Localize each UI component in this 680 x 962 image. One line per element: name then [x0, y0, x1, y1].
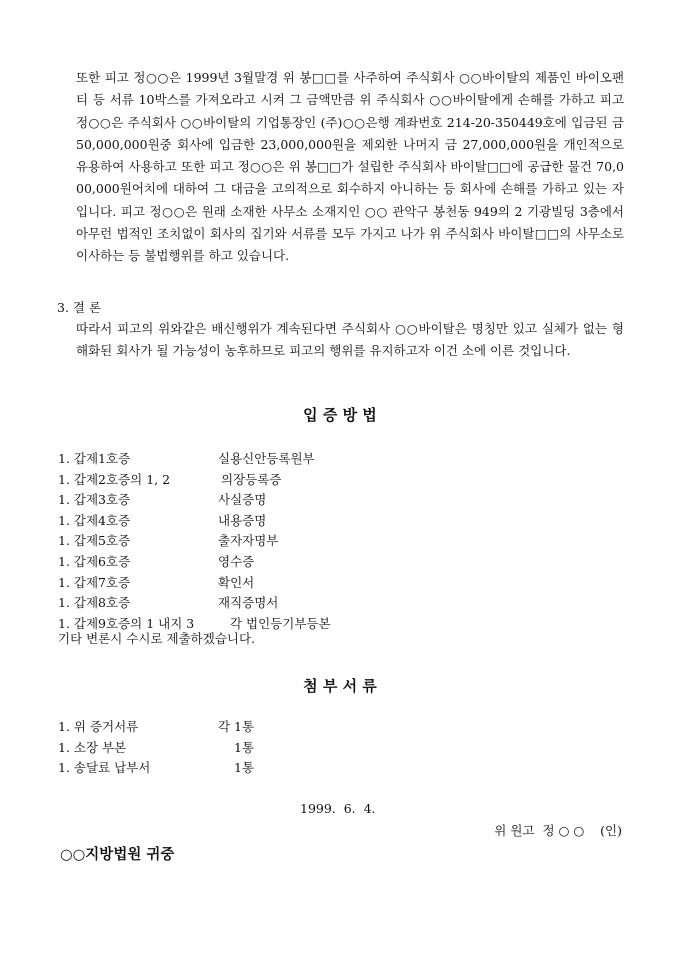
attachment-count: 1통 [234, 760, 255, 776]
attachments-title: 첨 부 서 류 [303, 677, 377, 695]
evidence-label: 1. 갑제9호증의 1 내지 3 [58, 615, 195, 631]
evidence-label: 1. 갑제1호증 [58, 451, 131, 466]
section-heading-conclusion: 3. 결 론 [57, 300, 102, 315]
attachment-count: 1통 [234, 739, 255, 755]
filing-date: 1999. 6. 4. [300, 801, 376, 816]
attachment-count: 각 1통 [218, 719, 255, 734]
attachment-label: 1. 소장 부본 [58, 739, 127, 755]
evidence-label: 1. 갑제7호증 [58, 574, 131, 590]
evidence-label: 1. 갑제5호증 [58, 533, 131, 549]
evidence-label: 1. 갑제3호증 [58, 492, 131, 508]
evidence-desc: 의장등록증 [221, 471, 282, 487]
attachment-label: 1. 위 증거서류 [58, 719, 139, 734]
paragraph-conclusion: 따라서 피고의 위와같은 배신행위가 계속된다면 주식회사 ○○바이탈은 명칭만 있고 실체가 없는 형해화된 회사가 될 가능성이 농후하므로 피고의 행위를 유지하고자 이건 소에 이른 것입니다. [76, 321, 624, 359]
evidence-desc: 각 법인등기부등본 [230, 615, 331, 631]
evidence-desc: 출자자명부 [218, 533, 279, 549]
evidence-title: 입 증 방 법 [303, 406, 377, 424]
evidence-desc: 사실증명 [218, 492, 267, 508]
evidence-label: 1. 갑제8호증 [58, 595, 131, 611]
evidence-label: 1. 갑제2호증의 1, 2 [58, 471, 171, 487]
paragraph-misconduct: 또한 피고 정○○은 1999년 3월말경 위 봉□□를 사주하여 주식회사 ○○바이탈의 제품인 바이오팬티 등 서류 10박스를 가져오라고 시켜 그 금액만큼 위 주식회사 ○○바이탈에게 손해를 가하고 피고 정○○은 주식회사 ○○바이탈의 기업통장인 (주)○○은행 계좌번호 214-20-350449호에 입금된 금 50,000,000원중 회사에 입금한 23,000,000원을 제외한 나머지 금 27,000,000원을 개인적으로 유용하여 사용하고 또한 피고 정○○은 위 봉□□가 설립한 주식회사 바이탈□□에 공급한 물건 70,000,000원어치에 대하여 그 대금을 고의적으로 회수하지 아니하는 등 회사에 손해를 가하고 있는 자입니다. 피고 정○○은 원래 소재한 사무소 소재지인 ○○ 관악구 봉천동 949의 2 기광빌딩 3층에서 아무런 법적인 조치없이 회사의 집기와 서류를 모두 가지고 나가 위 주식회사 바이탈□□의 사무소로 이사하는 등 불법행위를 하고 있습니다. [76, 70, 624, 264]
evidence-label: 1. 갑제6호증 [58, 553, 131, 569]
evidence-label: 1. 갑제4호증 [58, 512, 131, 528]
evidence-desc: 실용신안등록원부 [218, 451, 315, 466]
evidence-closing-note: 기타 변론시 수시로 제출하겠습니다. [58, 631, 256, 646]
evidence-desc: 영수증 [218, 553, 255, 569]
court-addressee: ○○지방법원 귀중 [60, 847, 175, 863]
evidence-desc: 재직증명서 [218, 595, 279, 611]
evidence-desc: 확인서 [218, 574, 255, 590]
plaintiff-signature: 위 원고 정 ○ ○ (인) [494, 823, 622, 838]
evidence-desc: 내용증명 [218, 512, 267, 528]
attachment-label: 1. 송달료 납부서 [58, 760, 151, 776]
